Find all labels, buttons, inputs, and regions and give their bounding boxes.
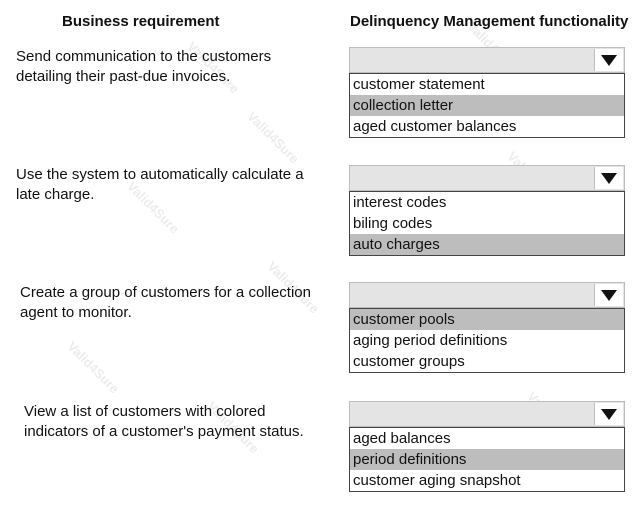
- requirement-line: indicators of a customer's payment status.: [24, 423, 304, 440]
- dropdown-option-selected[interactable]: period definitions: [350, 449, 624, 470]
- requirement-line: agent to monitor.: [20, 304, 132, 321]
- requirement-line: Create a group of customers for a collection: [20, 284, 311, 301]
- functionality-dropdown-4[interactable]: [349, 401, 625, 427]
- requirement-line: View a list of customers with colored: [24, 403, 266, 420]
- dropdown-option-selected[interactable]: auto charges: [350, 234, 624, 255]
- watermark: Valid4Sure: [64, 338, 123, 397]
- dropdown-option[interactable]: customer statement: [353, 76, 485, 93]
- watermark: Valid4Sure: [124, 178, 183, 237]
- functionality-dropdown-1[interactable]: [349, 47, 625, 73]
- functionality-dropdown-3[interactable]: [349, 282, 625, 308]
- watermark: Valid4Sure: [264, 258, 323, 317]
- functionality-dropdown-2[interactable]: [349, 165, 625, 191]
- watermark: Valid4Sure: [184, 38, 243, 97]
- dropdown-options-1: [349, 73, 625, 138]
- dropdown-options-3: [349, 308, 625, 373]
- dropdown-option-selected[interactable]: customer pools: [350, 309, 624, 330]
- requirement-line: Use the system to automatically calculate a: [16, 166, 304, 183]
- column-header-functionality: Delinquency Management functionality: [350, 13, 629, 30]
- dropdown-option[interactable]: customer aging snapshot: [353, 472, 521, 489]
- requirement-text-3: [20, 283, 311, 323]
- requirement-text-1: [16, 47, 271, 87]
- chevron-down-icon: [601, 173, 617, 184]
- dropdown-arrow-button[interactable]: [594, 49, 623, 71]
- dropdown-option[interactable]: customer groups: [353, 353, 465, 370]
- requirement-line: detailing their past-due invoices.: [16, 68, 231, 85]
- dropdown-arrow-button[interactable]: [594, 284, 623, 306]
- watermark: Valid4Sure: [204, 398, 263, 457]
- dropdown-options-4: [349, 427, 625, 492]
- chevron-down-icon: [601, 409, 617, 420]
- column-header-business-requirement: Business requirement: [62, 13, 220, 30]
- requirement-text-2: [16, 165, 304, 205]
- chevron-down-icon: [601, 55, 617, 66]
- dropdown-options-2: [349, 191, 625, 256]
- requirement-line: late charge.: [16, 186, 95, 203]
- dropdown-arrow-button[interactable]: [594, 403, 623, 425]
- dropdown-option[interactable]: biling codes: [353, 215, 433, 232]
- dropdown-option[interactable]: interest codes: [353, 194, 447, 211]
- dropdown-option[interactable]: aged balances: [353, 430, 451, 447]
- dropdown-arrow-button[interactable]: [594, 167, 623, 189]
- requirement-line: Send communication to the customers: [16, 48, 272, 65]
- requirement-text-4: [24, 402, 304, 442]
- dropdown-option[interactable]: aged customer balances: [353, 118, 517, 135]
- dropdown-option-selected[interactable]: collection letter: [350, 95, 624, 116]
- dropdown-option[interactable]: aging period definitions: [353, 332, 508, 349]
- chevron-down-icon: [601, 290, 617, 301]
- watermark: Valid4Sure: [244, 108, 303, 167]
